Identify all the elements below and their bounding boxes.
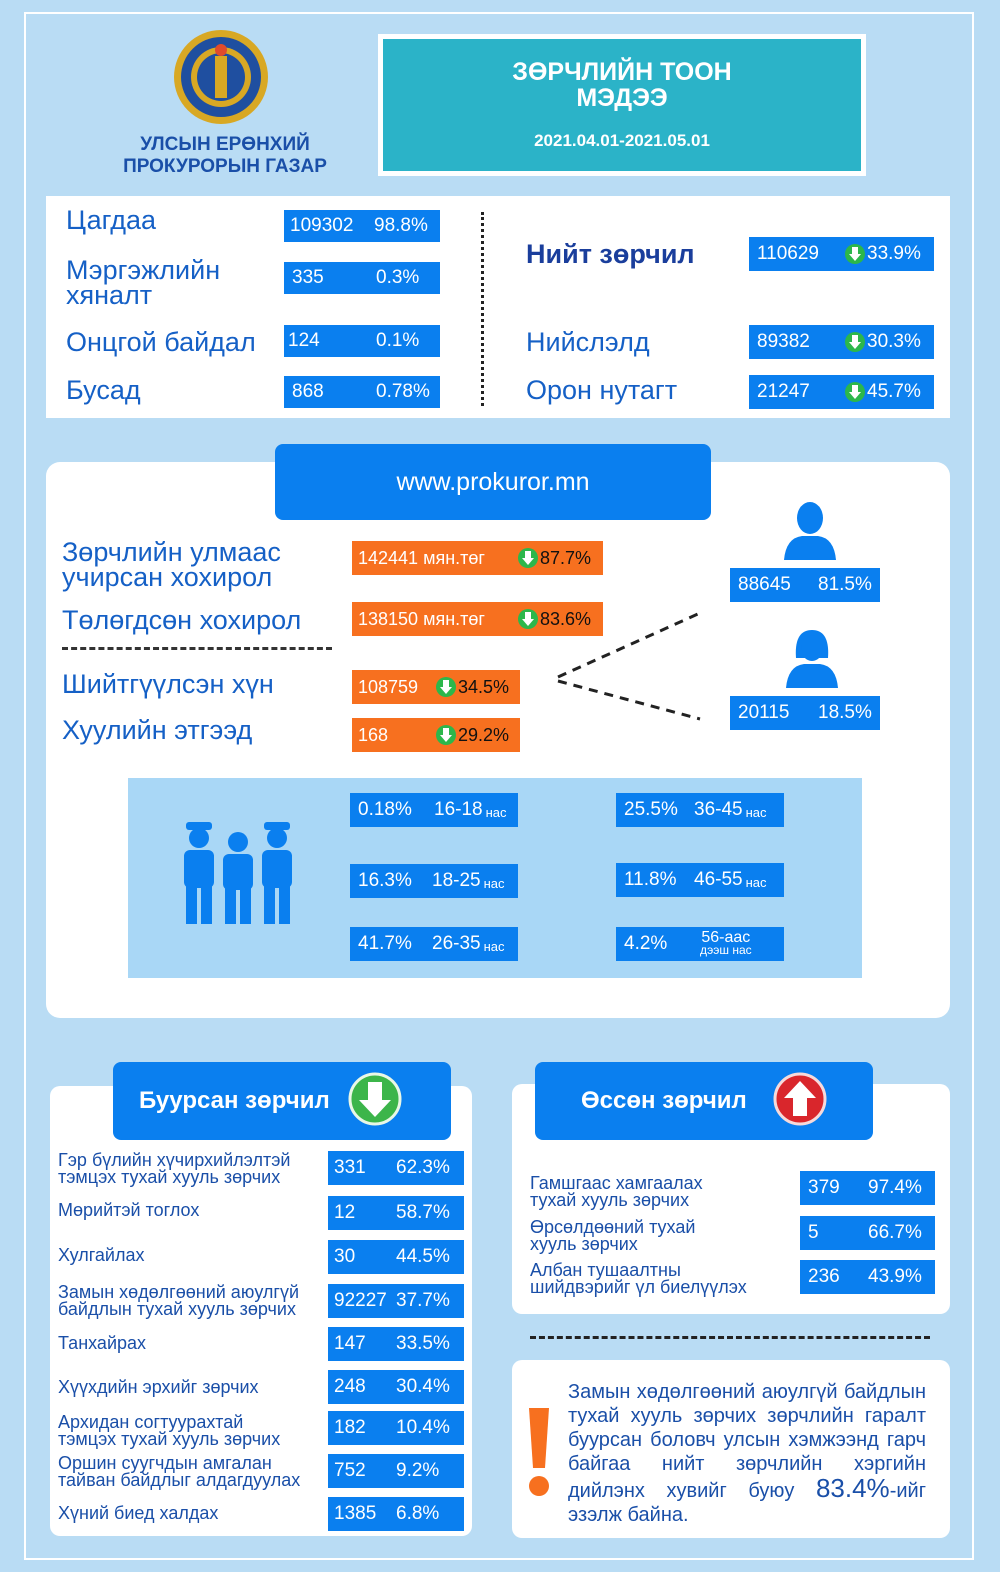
- connector-lines: [550, 605, 710, 725]
- capital-value: 89382: [757, 331, 810, 352]
- age-pct: 0.18%: [358, 799, 412, 820]
- label-line2: хууль зөрчих: [530, 1234, 638, 1254]
- increased-label-1: [530, 1175, 703, 1209]
- capital-label: Нийслэлд: [526, 327, 650, 357]
- label-line2: тухай хууль зөрчих: [530, 1190, 690, 1210]
- exclamation-icon: [526, 1406, 552, 1498]
- increased-value: 5: [808, 1222, 819, 1243]
- summary-divider: [481, 212, 484, 406]
- increased-label-3: [530, 1262, 747, 1296]
- title-line1: ЗӨРЧЛИЙН ТООН: [512, 58, 732, 86]
- down-arrow-icon: [845, 382, 865, 402]
- paid-damage-value: 138150 мян.төг: [358, 608, 485, 629]
- damage-pct: 87.7%: [540, 547, 592, 568]
- decreased-box-7: [328, 1411, 464, 1445]
- decreased-pct: 62.3%: [396, 1157, 450, 1178]
- decreased-pct: 44.5%: [396, 1246, 450, 1267]
- decreased-box-9: [328, 1497, 464, 1531]
- label-line2: тэмцэх тухай хууль зөрчих: [58, 1429, 281, 1449]
- decreased-label-5: Танхайрах: [58, 1333, 147, 1353]
- punished-pct: 34.5%: [458, 676, 510, 697]
- age-box-56-plus: [616, 927, 784, 961]
- age-box-36-45: [616, 793, 784, 827]
- down-arrow-icon: [518, 609, 538, 629]
- punished-label: Шийтгүүлсэн хүн: [62, 669, 274, 699]
- label-line1: Замын хөдөлгөөний аюулгүй: [58, 1282, 300, 1302]
- down-arrow-icon: [436, 677, 456, 697]
- female-icon: [784, 626, 840, 688]
- note-suffix: -ийг эзэлж байна.: [568, 1480, 926, 1526]
- decreased-label-1: [58, 1152, 290, 1186]
- age-range: 46-55: [694, 869, 743, 890]
- decreased-label-8: [58, 1455, 300, 1489]
- decreased-box-3: [328, 1240, 464, 1274]
- increased-value: 236: [808, 1266, 840, 1287]
- decreased-label-9: Хүний биед халдах: [58, 1503, 219, 1523]
- label-line2: тайван байдлыг алдагдуулах: [58, 1470, 301, 1490]
- decreased-box-1: [328, 1151, 464, 1185]
- down-arrow-icon: [348, 1072, 402, 1131]
- legal-entity-label: Хуулийн этгээд: [62, 715, 253, 745]
- source-pct: 98.8%: [374, 215, 428, 236]
- down-arrow-icon: [845, 244, 865, 264]
- source-value: 109302: [290, 215, 354, 236]
- decreased-value: 30: [334, 1246, 356, 1267]
- decreased-value: 92227: [334, 1290, 387, 1311]
- date-range: 2021.04.01-2021.05.01: [534, 131, 710, 150]
- down-arrow-icon: [845, 332, 865, 352]
- note-text: Замын хөдөлгөөний аюулгүй байдлын тухай хууль зөрчих зөрчлийн гаралт буурсан боловч улсын хэмжээнд гарч байгаа нийт зөрчлийн хэргийн дийлэнх хувийг буюу: [568, 1381, 926, 1502]
- increased-pct: 43.9%: [868, 1266, 922, 1287]
- female-box: [730, 696, 880, 730]
- age-range-group: [700, 931, 752, 957]
- total-pct: 33.9%: [867, 243, 921, 264]
- label-line1: Албан тушаалтны: [530, 1260, 681, 1280]
- increased-title: Өссөн зөрчил: [581, 1087, 747, 1114]
- increased-label-2: [530, 1219, 695, 1253]
- decreased-box-5: [328, 1327, 464, 1361]
- age-range: 26-35: [432, 933, 481, 954]
- age-pct: 16.3%: [358, 870, 412, 891]
- org-name: [110, 134, 340, 178]
- decreased-value: 1385: [334, 1503, 377, 1524]
- decreased-pct: 9.2%: [396, 1460, 440, 1481]
- title-box: [378, 34, 866, 176]
- source-value: 335: [292, 267, 324, 288]
- decreased-pct: 58.7%: [396, 1202, 450, 1223]
- age-pct: 41.7%: [358, 933, 412, 954]
- title-line2: МЭДЭЭ: [576, 84, 668, 112]
- label-line2: шийдвэрийг үл биелүүлэх: [530, 1277, 747, 1297]
- age-range: 56-аас: [701, 929, 751, 946]
- source-label-other: Бусад: [66, 375, 141, 405]
- increased-box-3: [800, 1260, 935, 1294]
- rural-value: 21247: [757, 381, 810, 402]
- punished-box: [352, 670, 520, 704]
- arrest-icon: [176, 820, 300, 926]
- label-line1: Өрсөлдөөний тухай: [530, 1217, 696, 1237]
- paid-damage-pct: 83.6%: [540, 608, 592, 629]
- up-arrow-icon: [773, 1072, 827, 1131]
- decreased-value: 752: [334, 1460, 366, 1481]
- source-label-inspection: [66, 255, 221, 310]
- legal-entity-pct: 29.2%: [458, 724, 510, 745]
- age-range: 36-45: [694, 799, 743, 820]
- age-pct: 4.2%: [624, 933, 668, 954]
- source-label-line1: Мэргэжлийн: [66, 255, 221, 285]
- note-highlight: 83.4%: [815, 1473, 890, 1503]
- rural-box: [749, 375, 934, 409]
- label-line1: Гамшгаас хамгаалах: [530, 1173, 703, 1193]
- down-arrow-icon: [436, 725, 456, 745]
- age-box-26-35: [350, 927, 518, 961]
- total-label: Нийт зөрчил: [526, 239, 695, 269]
- damage-box: [352, 541, 603, 575]
- label-line1: Оршин суугчдын амгалан: [58, 1453, 272, 1473]
- decreased-value: 248: [334, 1376, 366, 1397]
- decreased-pct: 6.8%: [396, 1503, 440, 1524]
- male-pct: 81.5%: [818, 574, 872, 595]
- decreased-label-7: [58, 1414, 280, 1448]
- source-pct: 0.3%: [376, 267, 420, 288]
- source-box-emergency: [284, 325, 440, 357]
- increased-box-2: [800, 1216, 935, 1250]
- age-box-16-18: [350, 793, 518, 827]
- source-value: 124: [288, 330, 320, 351]
- paid-damage-label: Төлөгдсөн хохирол: [62, 605, 302, 635]
- age-range: 18-25: [432, 870, 481, 891]
- decreased-label-6: Хүүхдийн эрхийг зөрчих: [58, 1377, 259, 1397]
- label-line1: Архидан согтуурахтай: [58, 1412, 244, 1432]
- increased-header: [535, 1062, 873, 1140]
- decreased-label-4: [58, 1284, 299, 1318]
- age-unit: дээш нас: [700, 943, 752, 957]
- decreased-label-3: Хулгайлах: [58, 1245, 145, 1265]
- decreased-pct: 30.4%: [396, 1376, 450, 1397]
- org-name-line1: УЛСЫН ЕРӨНХИЙ: [140, 134, 310, 155]
- capital-pct: 30.3%: [867, 331, 921, 352]
- total-value: 110629: [757, 243, 819, 264]
- age-pct: 11.8%: [624, 869, 677, 890]
- legal-entity-box: [352, 718, 520, 752]
- rural-pct: 45.7%: [867, 381, 921, 402]
- decreased-pct: 10.4%: [396, 1417, 450, 1438]
- decreased-pct: 37.7%: [396, 1290, 450, 1311]
- female-value: 20115: [738, 702, 790, 723]
- source-box-inspection: [284, 262, 440, 294]
- age-unit: нас: [483, 938, 505, 954]
- source-label-line2: хяналт: [66, 280, 153, 310]
- down-arrow-icon: [518, 548, 538, 568]
- source-label-police: Цагдаа: [66, 205, 157, 235]
- capital-box: [749, 325, 934, 359]
- label-line2: байдлын тухай хууль зөрчих: [58, 1299, 296, 1319]
- age-unit: нас: [745, 874, 767, 890]
- source-label-emergency: Онцгой байдал: [66, 327, 256, 357]
- legal-entity-value: 168: [358, 724, 389, 745]
- male-box: [730, 568, 880, 602]
- damage-value: 142441 мян.төг: [358, 547, 485, 568]
- source-pct: 0.78%: [376, 381, 430, 402]
- age-pct: 25.5%: [624, 799, 678, 820]
- label-line2: тэмцэх тухай хууль зөрчих: [58, 1167, 281, 1187]
- damage-divider: [62, 647, 332, 650]
- decreased-label-2: Мөрийтэй тоглох: [58, 1200, 200, 1220]
- female-pct: 18.5%: [818, 702, 872, 723]
- decreased-value: 147: [334, 1333, 366, 1354]
- decreased-box-8: [328, 1454, 464, 1488]
- decreased-header: [113, 1062, 451, 1140]
- decreased-box-2: [328, 1196, 464, 1230]
- damage-label-line2: учирсан хохирол: [62, 562, 273, 592]
- label-line1: Гэр бүлийн хүчирхийлэлтэй: [58, 1150, 291, 1170]
- source-box-other: [284, 376, 440, 408]
- increased-value: 379: [808, 1177, 840, 1198]
- age-box-18-25: [350, 864, 518, 898]
- note-text-block: [568, 1380, 926, 1527]
- emblem-logo: [172, 28, 270, 126]
- org-name-line2: ПРОКУРОРЫН ГАЗАР: [123, 156, 327, 177]
- decreased-box-4: [328, 1284, 464, 1318]
- source-box-police: [284, 210, 440, 242]
- age-unit: нас: [745, 804, 767, 820]
- decreased-value: 182: [334, 1417, 366, 1438]
- decreased-box-6: [328, 1370, 464, 1404]
- damage-label: [62, 537, 281, 592]
- damage-label-line1: Зөрчлийн улмаас: [62, 537, 281, 567]
- decreased-title: Буурсан зөрчил: [139, 1087, 330, 1114]
- increased-pct: 97.4%: [868, 1177, 922, 1198]
- punished-value: 108759: [358, 676, 419, 697]
- male-icon: [782, 500, 838, 560]
- note-divider: [530, 1336, 930, 1339]
- decreased-value: 12: [334, 1202, 356, 1223]
- rural-label: Орон нутагт: [526, 375, 678, 405]
- decreased-value: 331: [334, 1157, 366, 1178]
- age-unit: нас: [485, 804, 507, 820]
- age-box-46-55: [616, 863, 784, 897]
- age-range: 16-18: [434, 799, 483, 820]
- age-unit: нас: [483, 875, 505, 891]
- male-value: 88645: [738, 574, 791, 595]
- source-pct: 0.1%: [376, 330, 420, 351]
- source-value: 868: [292, 381, 324, 402]
- increased-box-1: [800, 1171, 935, 1205]
- decreased-pct: 33.5%: [396, 1333, 450, 1354]
- increased-pct: 66.7%: [868, 1222, 922, 1243]
- total-box: [749, 237, 934, 271]
- website-banner[interactable]: www.prokuror.mn: [275, 444, 711, 520]
